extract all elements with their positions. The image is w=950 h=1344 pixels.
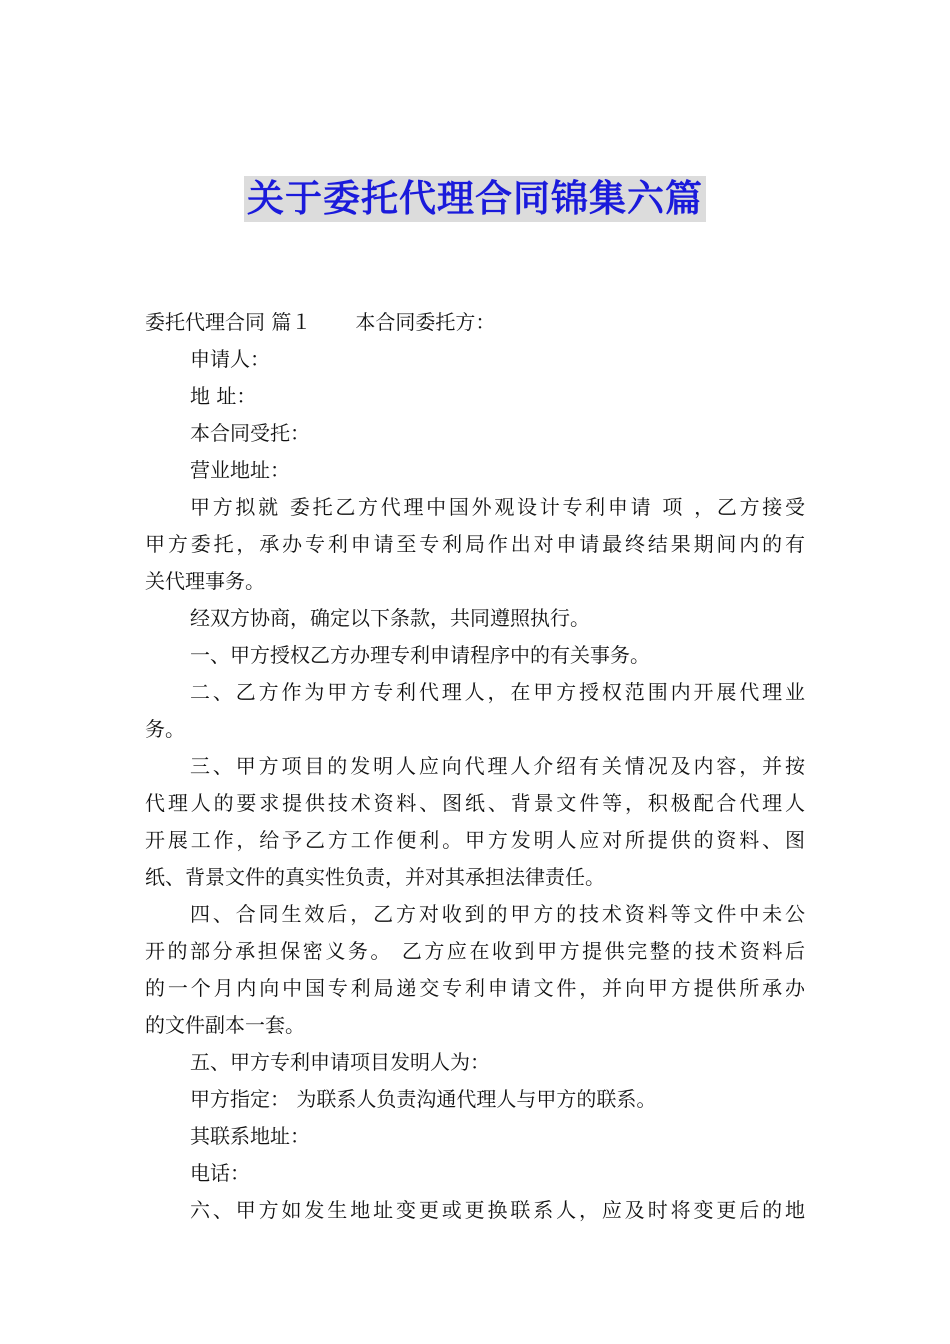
text-line: 甲方拟就 委托乙方代理中国外观设计专利申请 项 ，乙方接受	[190, 495, 805, 519]
text-line: 四、合同生效后，乙方对收到的甲方的技术资料等文件中未公	[190, 902, 805, 926]
text-line: 开展工作，给予乙方工作便利。甲方发明人应对所提供的资料、图	[145, 828, 805, 852]
text-line: 其联系地址：	[190, 1124, 310, 1148]
text-line: 甲方指定： 为联系人负责沟通代理人与甲方的联系。	[190, 1087, 657, 1111]
text-line: 甲方委托，承办专利申请至专利局作出对申请最终结果期间内的有	[145, 532, 805, 556]
text-line: 关代理事务。	[145, 569, 265, 593]
paragraph-lines	[145, 341, 805, 1229]
text-line: 六、甲方如发生地址变更或更换联系人，应及时将变更后的地	[190, 1198, 805, 1222]
text-line: 电话：	[190, 1161, 250, 1185]
text-line: 代理人的要求提供技术资料、图纸、背景文件等，积极配合代理人	[145, 791, 805, 815]
text-line: 经双方协商，确定以下条款，共同遵照执行。	[190, 606, 590, 630]
document-title: 关于委托代理合同锦集六篇	[244, 176, 706, 222]
title-container	[0, 176, 950, 222]
document-body	[145, 304, 805, 1229]
section-heading: 委托代理合同 篇１	[145, 310, 312, 334]
client-label: 本合同委托方：	[355, 310, 496, 334]
text-line: 营业地址：	[190, 458, 290, 482]
section-header-line	[145, 304, 805, 341]
text-line: 的一个月内向中国专利局递交专利申请文件，并向甲方提供所承办	[145, 976, 805, 1000]
text-line: 申请人：	[190, 347, 270, 371]
text-line: 三、甲方项目的发明人应向代理人介绍有关情况及内容，并按	[190, 754, 805, 778]
text-line: 五、甲方专利申请项目发明人为：	[190, 1050, 490, 1074]
text-line: 的文件副本一套。	[145, 1013, 305, 1037]
text-line: 地 址：	[190, 384, 257, 408]
text-line: 务。	[145, 717, 185, 741]
text-line: 本合同受托：	[190, 421, 310, 445]
text-line: 一、甲方授权乙方办理专利申请程序中的有关事务。	[190, 643, 650, 667]
text-line: 开的部分承担保密义务。 乙方应在收到甲方提供完整的技术资料后	[145, 939, 805, 963]
text-line: 纸、背景文件的真实性负责，并对其承担法律责任。	[145, 865, 605, 889]
text-line: 二、乙方作为甲方专利代理人，在甲方授权范围内开展代理业	[190, 680, 805, 704]
